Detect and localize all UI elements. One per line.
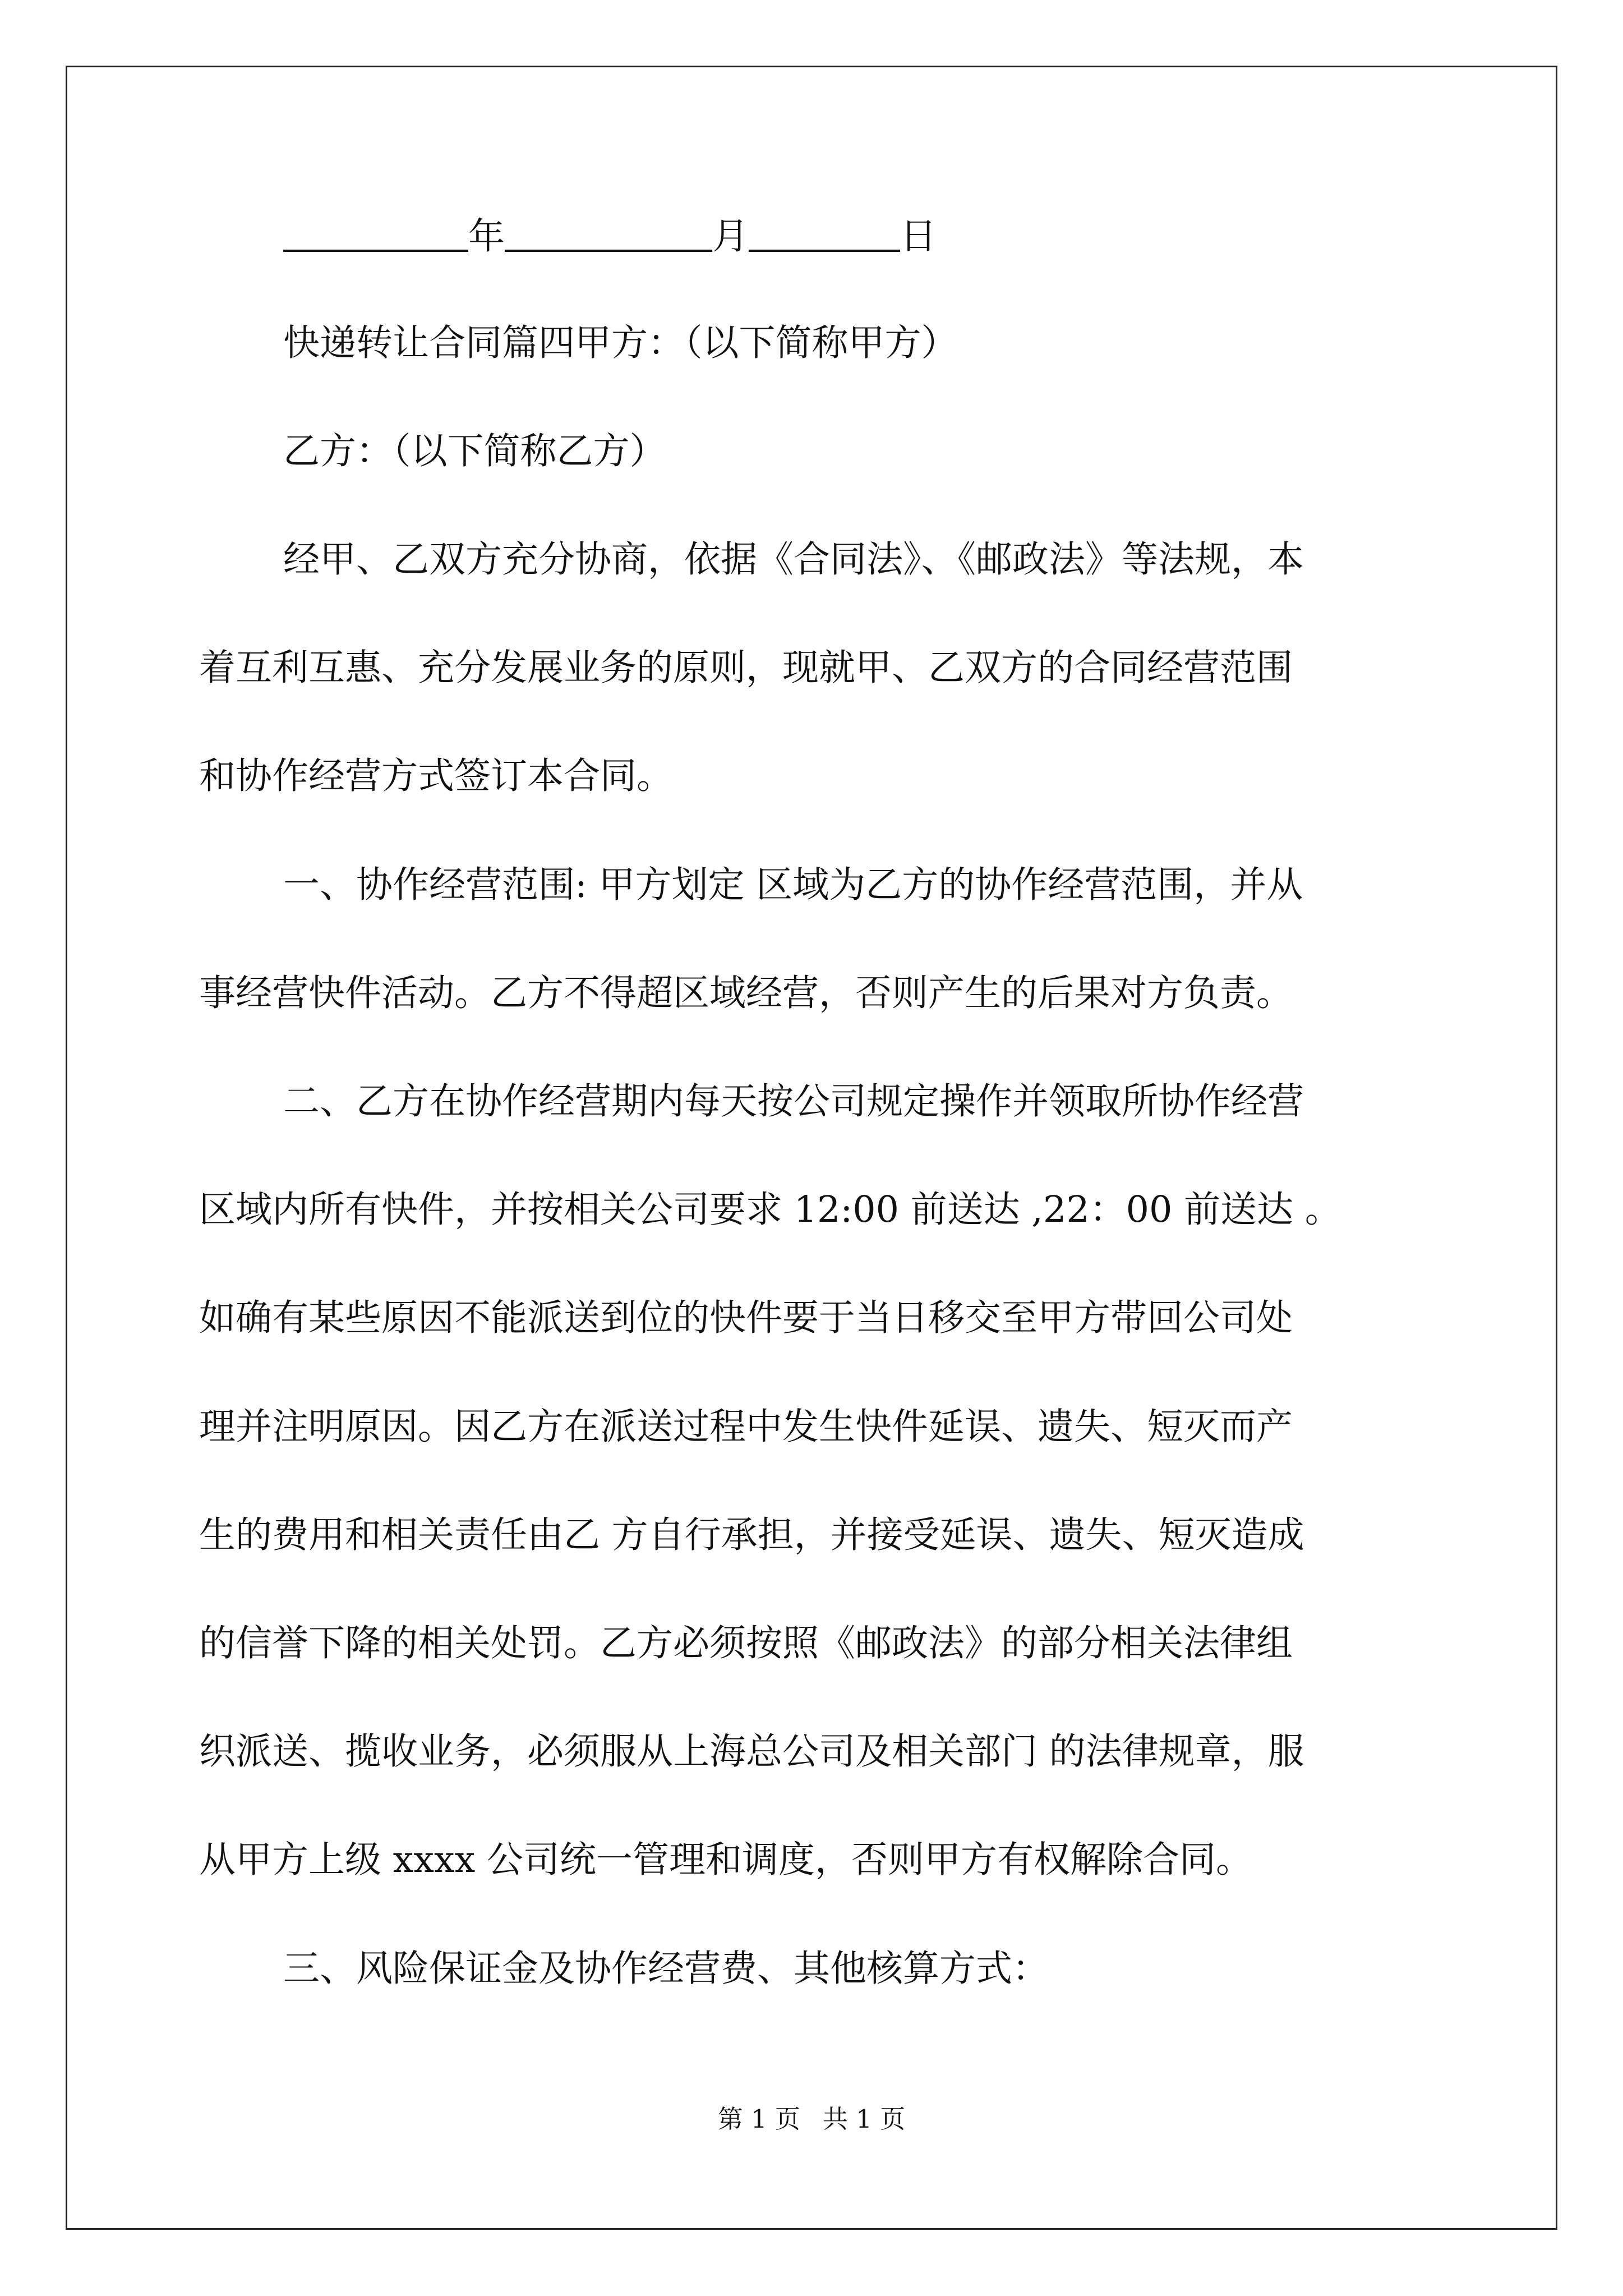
year-label: 年: [468, 215, 505, 257]
paragraph-line: 经甲、乙双方充分协商，依据《合同法》、《邮政法》等法规，本: [283, 539, 1304, 581]
paragraph-line: 织派送、揽收业务，必须服从上海总公司及相关部门 的法律规章，服: [199, 1731, 1304, 1773]
paragraph-line: 如确有某些原因不能派送到位的快件要于当日移交至甲方带回公司处: [199, 1297, 1293, 1339]
contract-title-line: 快递转让合同篇四甲方：（以下简称甲方）: [283, 322, 958, 364]
paragraph-line: 的信誉下降的相关处罚。乙方必须按照《邮政法》的部分相关法律组: [199, 1622, 1293, 1664]
page-total: 共 1 页: [823, 2104, 906, 2134]
paragraph-line: 从甲方上级 xxxx 公司统一管理和调度，否则甲方有权解除合同。: [199, 1839, 1252, 1881]
section-heading-line: 三、风险保证金及协作经营费、其他核算方式：: [283, 1948, 1049, 1990]
month-label: 月: [712, 215, 749, 257]
page-number: 第 1 页: [717, 2104, 800, 2134]
paragraph-line: 生的费用和相关责任由乙 方自行承担，并接受延误、遗失、短灭造成: [199, 1514, 1304, 1556]
day-blank: [749, 216, 900, 252]
paragraph-line: 事经营快件活动。乙方不得超区域经营，否则产生的后果对方负责。: [199, 972, 1293, 1014]
year-blank: [283, 216, 468, 252]
day-label: 日: [900, 215, 937, 257]
page-footer: [0, 2106, 1623, 2132]
paragraph-line: 二、乙方在协作经营期内每天按公司规定操作并领取所协作经营: [283, 1080, 1304, 1122]
month-blank: [505, 216, 712, 252]
date-line: [283, 216, 937, 255]
party-b-line: 乙方：（以下简称乙方）: [283, 430, 666, 472]
paragraph-line: 一、协作经营范围: 甲方划定 区域为乙方的协作经营范围，并从: [283, 864, 1303, 906]
paragraph-line: 和协作经营方式签订本合同。: [199, 755, 674, 797]
paragraph-line: 着互利互惠、充分发展业务的原则，现就甲、乙双方的合同经营范围: [199, 647, 1293, 689]
page-border: [66, 66, 1557, 2230]
paragraph-line: 理并注明原因。因乙方在派送过程中发生快件延误、遗失、短灭而产: [199, 1406, 1293, 1448]
paragraph-line: 区域内所有快件，并按相关公司要求 12:00 前送达 ,22：00 前送达 。: [199, 1189, 1341, 1231]
